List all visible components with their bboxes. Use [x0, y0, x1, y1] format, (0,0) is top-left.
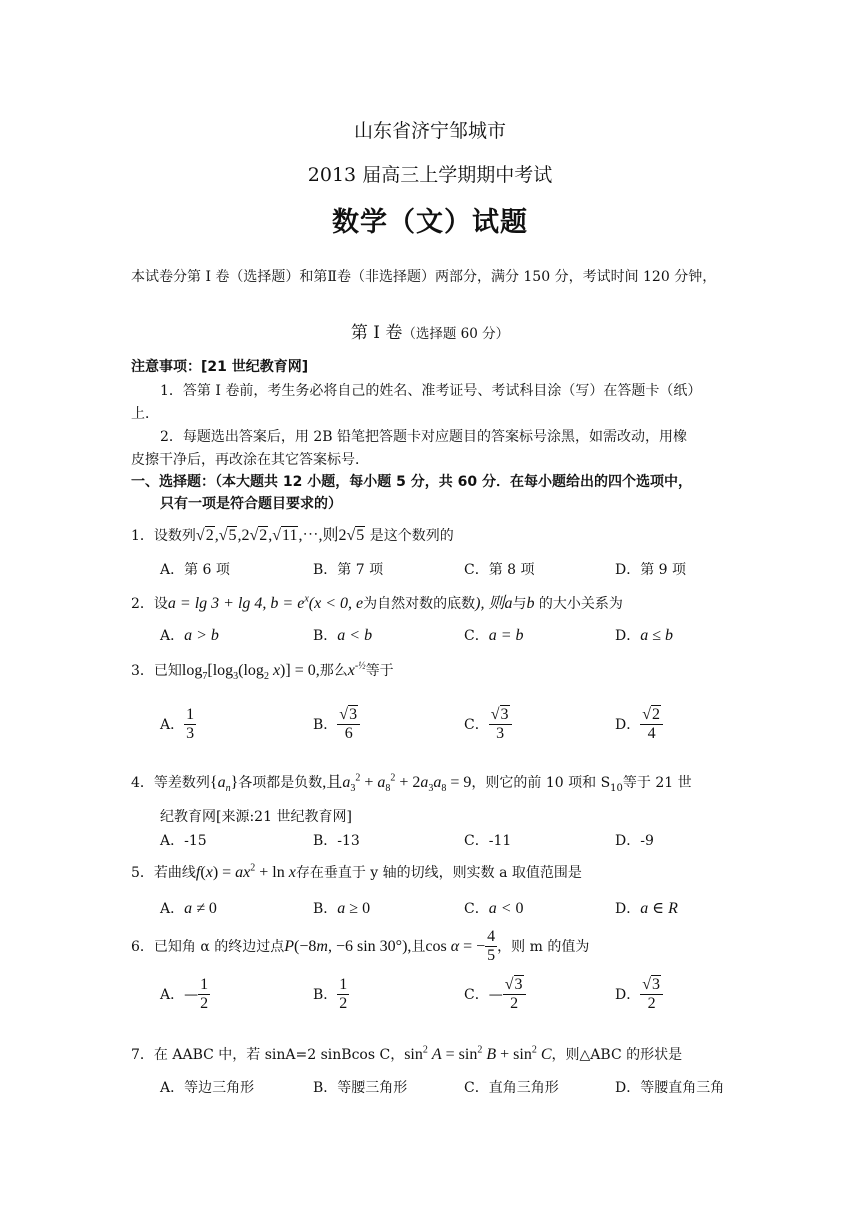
q7-option-d: D．等腰直角三角 — [615, 1080, 725, 1096]
q4-option-b: B．-13 — [313, 833, 360, 849]
q2-formula: a = lg 3 + lg 4, $b = e^x(x < 0$, e — [167, 593, 364, 612]
q1-formula: √2,√5,2√2,√11,⋯,则2√5 — [195, 527, 365, 544]
q5-option-b: B．a ≥ 0 — [313, 900, 371, 917]
volume-heading — [0, 318, 860, 343]
question-6: 6．已知角 α 的终边过点P(−8m, −6 sin 30°),且cos α = − $\frac{4}{5}$ ，则 m 的值为 — [131, 928, 590, 965]
q1-option-d: D．第 9 项 — [615, 562, 687, 578]
q5-formula: f — [195, 864, 201, 881]
q1-option-a: A．第 6 项 — [160, 562, 230, 578]
q5-option-d: D．a ∈ R — [615, 900, 678, 917]
q4-option-c: C．-11 — [464, 833, 512, 849]
q7-option-a: A．等边三角形 — [160, 1080, 255, 1096]
q4-option-a: A．-15 — [160, 833, 207, 849]
title-subject: 数学（文）试题 — [332, 207, 528, 238]
notes-heading: 注意事项：[21 世纪教育网] — [131, 359, 309, 375]
q3-option-d: D． $\frac{√2}{4}$ — [615, 706, 663, 744]
q2-option-d: D．a ≤ b — [615, 627, 674, 644]
q6-option-d: D． $\frac{√3}{2}$ — [615, 976, 663, 1014]
question-5: 5．若曲线$f(x) = ax^2 + \ln x$存在垂直于 y 轴的切线，则实数 a 取值范围是 — [131, 862, 582, 881]
q2-option-a: A．a > b — [160, 627, 219, 644]
question-7: 7．在 AABC 中，若 sinA=2 sinBcos C，$\sin^2 A = \sin^2 B + \sin^2 C$，则△ABC 的形状是 — [131, 1044, 683, 1063]
q3-option-b: B． $\frac{√3}{6}$ — [313, 706, 360, 744]
question-1: 1．设数列√2,√5,2√2,√11,⋯,则2√5 是这个数列的 — [131, 527, 454, 544]
title-exam: 2013 届高三上学期期中考试 — [307, 164, 553, 186]
q7-formula: $\sin^2 A = \sin^2 B + \sin^2 C$ — [404, 1044, 552, 1063]
volume-title: 第 Ⅰ 卷 — [350, 323, 403, 343]
q4-line2: 纪教育网[来源:21 世纪教育网] — [160, 809, 352, 825]
section-line1: 一、选择题：（本大题共 12 小题，每小题 5 分，共 60 分．在每小题给出的四个选项中， — [131, 474, 692, 490]
q4-option-d: D．-9 — [615, 833, 654, 849]
q6-formula: P(−8m, −6 sin 30°), — [284, 937, 412, 955]
q6-option-a: A．— $\frac{1}{2}$ — [160, 976, 209, 1013]
note-1a: 1．答第 I 卷前，考生务必将自己的姓名、准考证号、考试科目涂（写）在答题卡（纸） — [160, 383, 702, 399]
q2-option-c: C．a = b — [464, 627, 524, 644]
volume-sub: （选择题 60 分） — [402, 326, 510, 342]
title-region: 山东省济宁邹城市 — [353, 120, 506, 142]
q3-option-c: C． $\frac{√3}{3}$ — [464, 706, 512, 744]
note-2a: 2．每题选出答案后，用 2B 铅笔把答题卡对应题目的答案标号涂黑，如需改动，用橡 — [160, 429, 688, 445]
q3-option-a: A． $\frac{1}{3}$ — [160, 706, 195, 743]
q4-formula: $\{a_n\}$ — [209, 774, 239, 795]
note-1b: 上． — [131, 406, 159, 422]
q1-option-c: C．第 8 项 — [464, 562, 535, 578]
intro-text: 本试卷分第 I 卷（选择题）和第Ⅱ卷（非选择题）两部分，满分 150 分，考试时间 120 分钟， — [131, 269, 717, 285]
q6-option-c: C．— $\frac{√3}{2}$ — [464, 976, 526, 1014]
q2-option-b: B．a < b — [313, 627, 373, 644]
q7-option-b: B．等腰三角形 — [313, 1080, 408, 1096]
question-3: 3．已知$\log_7[\log_3(\log_2$ x)] = 0,那么$x^{-\frac{1}{2}}$等于 — [131, 660, 394, 683]
q1-option-b: B．第 7 项 — [313, 562, 384, 578]
question-4: 4．等差数列$\{a_n\}$各项都是负数,且$a_3^2 + a_8^2 + 2a_3a_8 = 9$，则它的前 10 项和 $S_{10}$等于 21 世 — [131, 772, 692, 795]
note-2b: 皮擦干净后，再改涂在其它答案标号． — [131, 452, 369, 468]
q5-option-a: A．a ≠ 0 — [160, 900, 217, 917]
q7-option-c: C．直角三角形 — [464, 1080, 559, 1096]
question-2: 2．设a = lg 3 + lg 4, $b = e^x(x < 0$, e为自然对数的底数), 则a与b 的大小关系为 — [131, 593, 623, 612]
section-line2: 只有一项是符合题目要求的） — [160, 496, 342, 512]
q3-formula: $\log_7[\log_3(\log_2$ x)] = 0, — [181, 662, 320, 683]
q5-option-c: C．a < 0 — [464, 900, 524, 917]
q6-option-b: B． $\frac{1}{2}$ — [313, 976, 348, 1013]
